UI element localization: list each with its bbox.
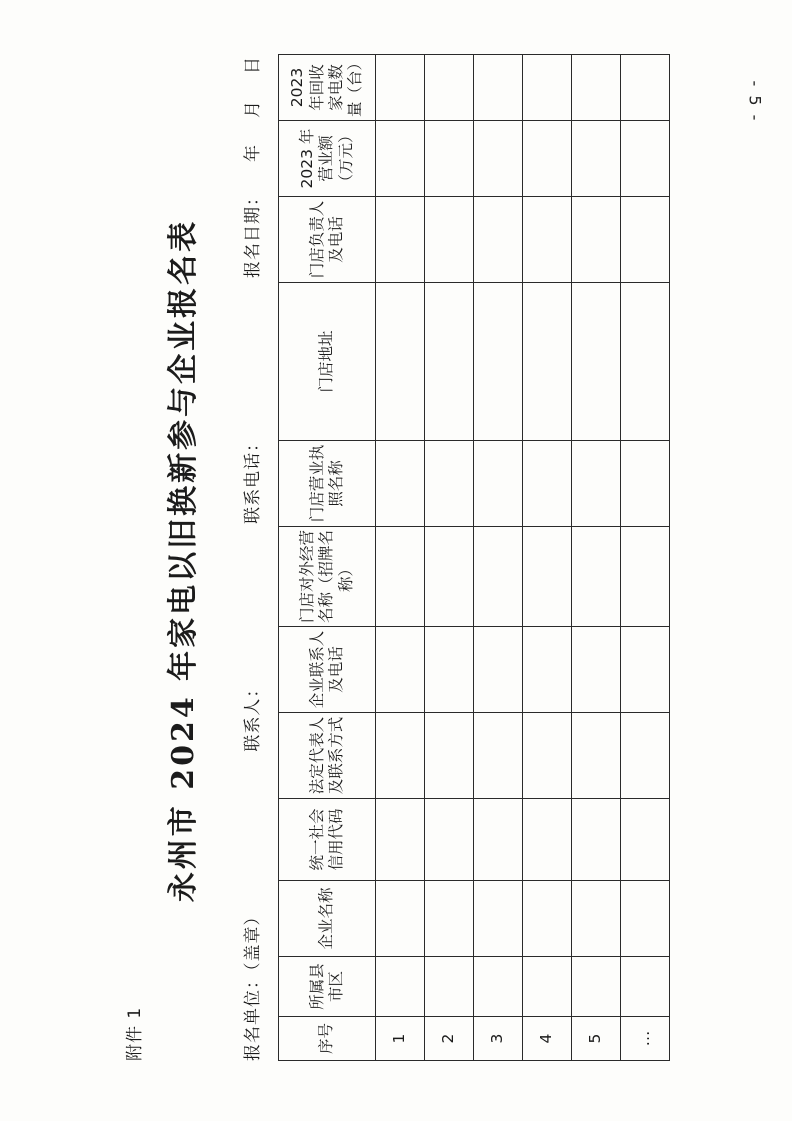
- table-body: [376, 55, 670, 1061]
- page-number: - 5 -: [745, 80, 765, 123]
- col-header-store-manager: 门店负责人及电话: [279, 197, 376, 283]
- page-title: 永州市 2024 年家电以旧换新参与企业报名表: [166, 218, 201, 903]
- table-row: [572, 55, 621, 1061]
- cell-store-address[interactable]: [523, 283, 572, 441]
- cell-district[interactable]: [621, 957, 670, 1017]
- cell-recycled-2023[interactable]: [572, 55, 621, 121]
- row-index: 5: [572, 1017, 621, 1061]
- cell-company-name[interactable]: [621, 881, 670, 957]
- cell-store-manager[interactable]: [425, 197, 474, 283]
- row-index: 3: [474, 1017, 523, 1061]
- table-row: [523, 55, 572, 1061]
- cell-legal-rep[interactable]: [621, 713, 670, 799]
- cell-store-address[interactable]: [474, 283, 523, 441]
- col-header-store-license-name: 门店营业执照名称: [279, 441, 376, 527]
- cell-credit-code[interactable]: [425, 799, 474, 881]
- table-row: [376, 55, 425, 1061]
- cell-company-name[interactable]: [572, 881, 621, 957]
- cell-store-license-name[interactable]: [621, 441, 670, 527]
- cell-store-brand-name[interactable]: [474, 527, 523, 627]
- cell-revenue-2023[interactable]: [523, 121, 572, 197]
- cell-store-address[interactable]: [376, 283, 425, 441]
- cell-store-license-name[interactable]: [474, 441, 523, 527]
- attachment-label: 附件 1: [125, 1006, 145, 1061]
- table-row: [425, 55, 474, 1061]
- meta-apply-date: [238, 56, 263, 278]
- cell-store-manager[interactable]: [523, 197, 572, 283]
- cell-store-license-name[interactable]: [523, 441, 572, 527]
- cell-store-address[interactable]: [572, 283, 621, 441]
- col-header-recycled-2023: 2023 年回收家电数量（台）: [279, 55, 376, 121]
- cell-district[interactable]: [376, 957, 425, 1017]
- row-index: 1: [376, 1017, 425, 1061]
- cell-company-contact[interactable]: [474, 627, 523, 713]
- col-header-company-contact: 企业联系人及电话: [279, 627, 376, 713]
- cell-store-brand-name[interactable]: [376, 527, 425, 627]
- cell-revenue-2023[interactable]: [474, 121, 523, 197]
- table-row: [474, 55, 523, 1061]
- meta-applicant-unit: 报名单位：（盖章）: [243, 907, 263, 1061]
- cell-legal-rep[interactable]: [376, 713, 425, 799]
- cell-revenue-2023[interactable]: [425, 121, 474, 197]
- meta-apply-date-label: 报名日期：: [243, 188, 263, 279]
- cell-credit-code[interactable]: [523, 799, 572, 881]
- row-index: 4: [523, 1017, 572, 1061]
- meta-apply-date-day: 日: [243, 56, 263, 75]
- cell-recycled-2023[interactable]: [621, 55, 670, 121]
- meta-apply-date-month: 月: [243, 100, 263, 119]
- col-header-credit-code: 统一社会信用代码: [279, 799, 376, 881]
- cell-store-license-name[interactable]: [376, 441, 425, 527]
- cell-district[interactable]: [572, 957, 621, 1017]
- cell-legal-rep[interactable]: [572, 713, 621, 799]
- cell-store-manager[interactable]: [621, 197, 670, 283]
- cell-district[interactable]: [425, 957, 474, 1017]
- cell-store-brand-name[interactable]: [621, 527, 670, 627]
- row-index: 2: [425, 1017, 474, 1061]
- cell-store-manager[interactable]: [474, 197, 523, 283]
- col-header-legal-rep: 法定代表人及联系方式: [279, 713, 376, 799]
- col-header-index: 序号: [279, 1017, 376, 1061]
- cell-recycled-2023[interactable]: [376, 55, 425, 121]
- cell-company-name[interactable]: [523, 881, 572, 957]
- cell-recycled-2023[interactable]: [425, 55, 474, 121]
- cell-credit-code[interactable]: [621, 799, 670, 881]
- registration-table-wrapper: [278, 54, 670, 1061]
- table-header-row: [279, 55, 376, 1061]
- cell-legal-rep[interactable]: [474, 713, 523, 799]
- col-header-company-name: 企业名称: [279, 881, 376, 957]
- cell-store-license-name[interactable]: [572, 441, 621, 527]
- cell-store-manager[interactable]: [572, 197, 621, 283]
- cell-company-name[interactable]: [376, 881, 425, 957]
- col-header-store-address: 门店地址: [279, 283, 376, 441]
- cell-legal-rep[interactable]: [425, 713, 474, 799]
- cell-credit-code[interactable]: [376, 799, 425, 881]
- cell-store-brand-name[interactable]: [425, 527, 474, 627]
- cell-credit-code[interactable]: [572, 799, 621, 881]
- cell-revenue-2023[interactable]: [572, 121, 621, 197]
- cell-company-contact[interactable]: [572, 627, 621, 713]
- cell-recycled-2023[interactable]: [523, 55, 572, 121]
- cell-revenue-2023[interactable]: [376, 121, 425, 197]
- cell-company-name[interactable]: [474, 881, 523, 957]
- col-header-store-brand-name: 门店对外经营名称（招牌名称）: [279, 527, 376, 627]
- cell-store-brand-name[interactable]: [523, 527, 572, 627]
- cell-recycled-2023[interactable]: [474, 55, 523, 121]
- cell-legal-rep[interactable]: [523, 713, 572, 799]
- meta-row: [238, 56, 263, 1061]
- cell-district[interactable]: [523, 957, 572, 1017]
- cell-company-contact[interactable]: [425, 627, 474, 713]
- cell-company-contact[interactable]: [621, 627, 670, 713]
- cell-district[interactable]: [474, 957, 523, 1017]
- cell-store-address[interactable]: [621, 283, 670, 441]
- cell-store-manager[interactable]: [376, 197, 425, 283]
- cell-store-license-name[interactable]: [425, 441, 474, 527]
- col-header-district: 所属县市区: [279, 957, 376, 1017]
- row-index: …: [621, 1017, 670, 1061]
- cell-store-brand-name[interactable]: [572, 527, 621, 627]
- cell-revenue-2023[interactable]: [621, 121, 670, 197]
- cell-company-contact[interactable]: [523, 627, 572, 713]
- registration-table: [278, 54, 670, 1061]
- cell-store-address[interactable]: [425, 283, 474, 441]
- meta-apply-date-year: 年: [243, 144, 263, 163]
- cell-credit-code[interactable]: [474, 799, 523, 881]
- meta-contact-phone: 联系电话：: [243, 433, 263, 524]
- col-header-revenue-2023: 2023 年营业额（万元）: [279, 121, 376, 197]
- table-row: [621, 55, 670, 1061]
- cell-company-name[interactable]: [425, 881, 474, 957]
- meta-contact-person: 联系人：: [243, 679, 263, 752]
- cell-company-contact[interactable]: [376, 627, 425, 713]
